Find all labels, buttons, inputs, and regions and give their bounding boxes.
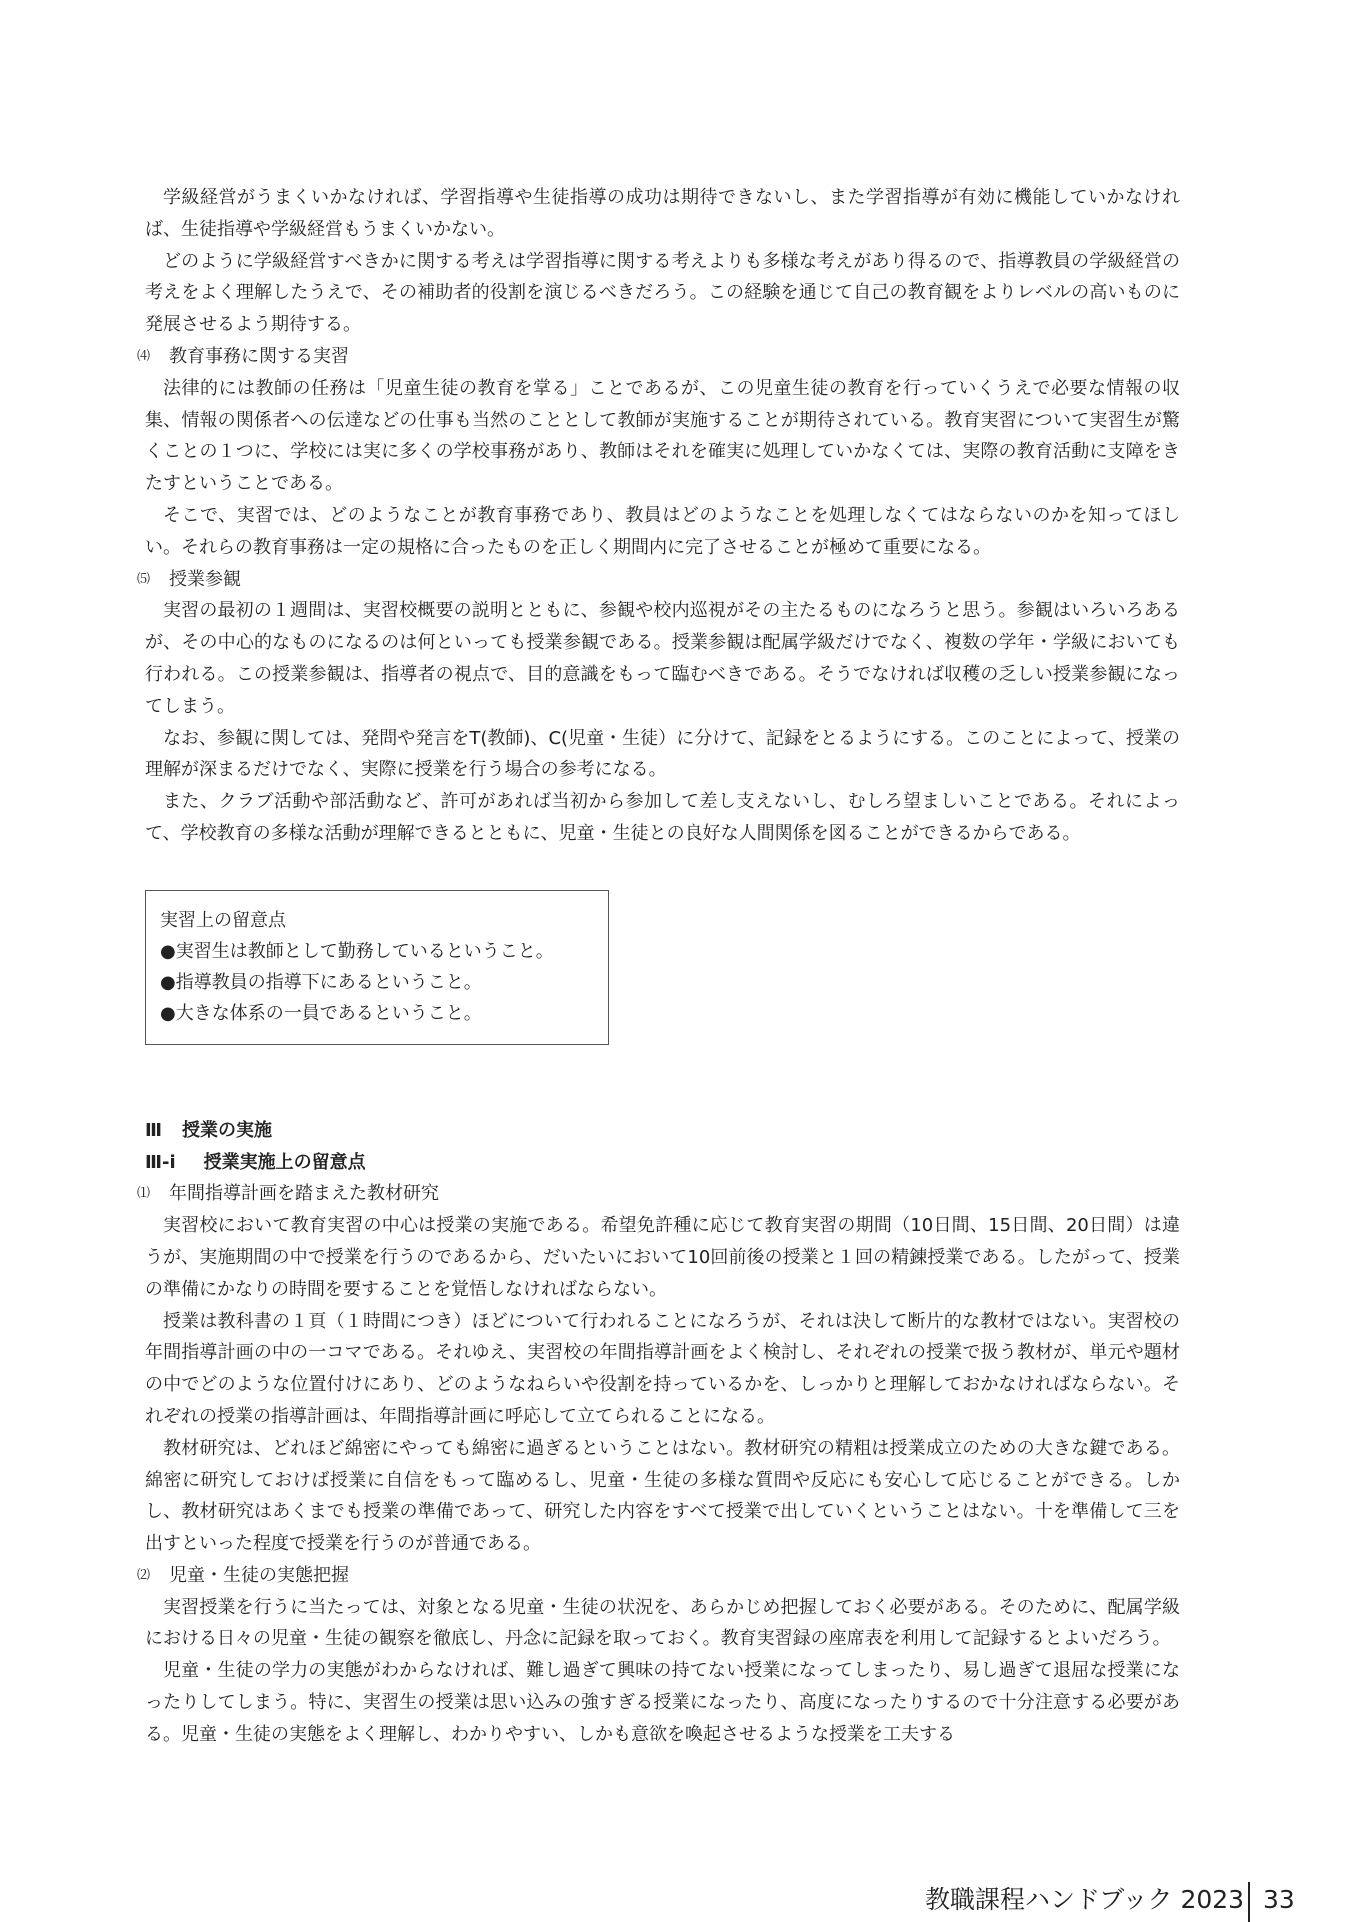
section-number: ⑴ [137, 1186, 151, 1202]
section-number: ⑷ [137, 348, 151, 364]
paragraph: なお、参観に関しては、発問や発言をT(教師)、C(児童・生徒）に分けて、記録をとるようにする。このことによって、授業の理解が深まるだけでなく、実際に授業を行う場合の参考になる。 [145, 727, 1180, 781]
subchapter-number: Ⅲ-ⅰ [145, 1151, 176, 1173]
section-title: 授業参観 [169, 568, 241, 590]
paragraph: 授業は教科書の１頁（１時間につき）ほどについて行われることになろうが、それは決して断片的な教材ではない。実習校の年間指導計画の中の一コマである。それゆえ、実習校の年間指導計画をよく検討し、それぞれの授業で扱う教材が、単元や題材の中でどのような位置付けにあり、どのようなねらいや役割を持っているかを、しっかりと理解しておかなければならない。それぞれの授業の指導計画は、年間指導計画に呼応して立てられることになる。 [145, 1310, 1180, 1427]
notes-box-item: ●指導教員の指導下にあるということ。 [160, 971, 482, 993]
notes-box-item: ●実習生は教師として勤務しているということ。 [160, 940, 554, 962]
paragraph: どのように学級経営すべきかに関する考えは学習指導に関する考えよりも多様な考えがあり得るので、指導教員の学級経営の考えをよく理解したうえで、その補助者的役割を演じるべきだろう。この経験を通じて自己の教育観をよりレベルの高いものに発展させるよう期待する。 [145, 250, 1180, 336]
paragraph: 実習校において教育実習の中心は授業の実施である。希望免許種に応じて教育実習の期間（10日間、15日間、20日間）は違うが、実施期間の中で授業を行うのであるから、だいたいにおいて10回前後の授業と１回の精錬授業である。したがって、授業の準備にかなりの時間を要することを覚悟しなければならない。 [145, 1215, 1180, 1300]
section-title: 教育事務に関する実習 [169, 345, 349, 367]
page-content [137, 182, 1180, 1751]
notes-box-item: ●大きな体系の一員であるということ。 [160, 1002, 482, 1024]
chapter-number: Ⅲ [145, 1119, 163, 1141]
paragraph: 学級経営がうまくいかなければ、学習指導や生徒指導の成功は期待できないし、また学習指導が有効に機能していかなければ、生徒指導や学級経営もうまくいかない。 [145, 187, 1180, 240]
section-number: ⑵ [137, 1567, 151, 1583]
footer-title: 教職課程ハンドブック 2023 [925, 1885, 1245, 1914]
chapter-title: 授業の実施 [182, 1119, 273, 1141]
subchapter-title: 授業実施上の留意点 [203, 1151, 366, 1173]
section-title: 年間指導計画を踏まえた教材研究 [169, 1183, 439, 1205]
page-footer [925, 1882, 1305, 1922]
paragraph: 児童・生徒の学力の実態がわからなければ、難し過ぎて興味の持てない授業になってしまったり、易し過ぎて退屈な授業になったりしてしまう。特に、実習生の授業は思い込みの強すぎる授業になったり、高度になったりするので十分注意する必要がある。児童・生徒の実態をよく理解し、わかりやすい、しかも意欲を喚起させるような授業を工夫する [145, 1660, 1180, 1745]
section-number: ⑸ [137, 571, 151, 587]
paragraph: また、クラブ活動や部活動など、許可があれば当初から参加して差し支えないし、むしろ望ましいことである。それによって、学校教育の多様な活動が理解できるとともに、児童・生徒との良好な人間関係を図ることができるからである。 [145, 791, 1180, 844]
footer-divider [1248, 1882, 1250, 1922]
section-heading [137, 1178, 1180, 1210]
paragraph: そこで、実習では、どのようなことが教育事務であり、教員はどのようなことを処理しなくてはならないのかを知ってほしい。それらの教育事務は一定の規格に合ったものを正しく期間内に完了させることが極めて重要になる。 [145, 504, 1180, 558]
section-heading [137, 341, 1180, 373]
paragraph: 教材研究は、どれほど綿密にやっても綿密に過ぎるということはない。教材研究の精粗は授業成立のための大きな鍵である。綿密に研究しておけば授業に自信をもって臨めるし、児童・生徒の多様な質問や反応にも安心して応じることができる。しかし、教材研究はあくまでも授業の準備であって、研究した内容をすべて授業で出していくということはない。十を準備して三を出すといった程度で授業を行うのが普通である。 [145, 1437, 1180, 1555]
chapter-heading [145, 1115, 1180, 1147]
page-number: 33 [1263, 1885, 1295, 1914]
section-heading [137, 1560, 1180, 1592]
subchapter-heading [145, 1147, 1180, 1179]
section-heading [137, 564, 1180, 596]
paragraph: 実習の最初の１週間は、実習校概要の説明とともに、参観や校内巡視がその主たるものになろうと思う。参観はいろいろあるが、その中心的なものになるのは何といっても授業参観である。授業参観は配属学級だけでなく、複数の学年・学級においても行われる。この授業参観は、指導者の視点で、目的意識をもって臨むべきである。そうでなければ収穫の乏しい授業参観になってしまう。 [145, 600, 1180, 717]
section-title: 児童・生徒の実態把握 [169, 1564, 349, 1586]
notes-box [145, 890, 609, 1045]
paragraph: 実習授業を行うに当たっては、対象となる児童・生徒の状況を、あらかじめ把握しておく必要がある。そのために、配属学級における日々の児童・生徒の観察を徹底し、丹念に記録を取っておく。教育実習録の座席表を利用して記録するとよいだろう。 [145, 1596, 1180, 1650]
paragraph: 法律的には教師の任務は「児童生徒の教育を掌る」ことであるが、この児童生徒の教育を行っていくうえで必要な情報の収集、情報の関係者への伝達などの仕事も当然のこととして教師が実施することが期待されている。教育実習について実習生が驚くことの１つに、学校には実に多くの学校事務があり、教師はそれを確実に処理していかなくては、実際の教育活動に支障をきたすということである。 [145, 377, 1180, 495]
notes-box-title: 実習上の留意点 [160, 909, 286, 931]
